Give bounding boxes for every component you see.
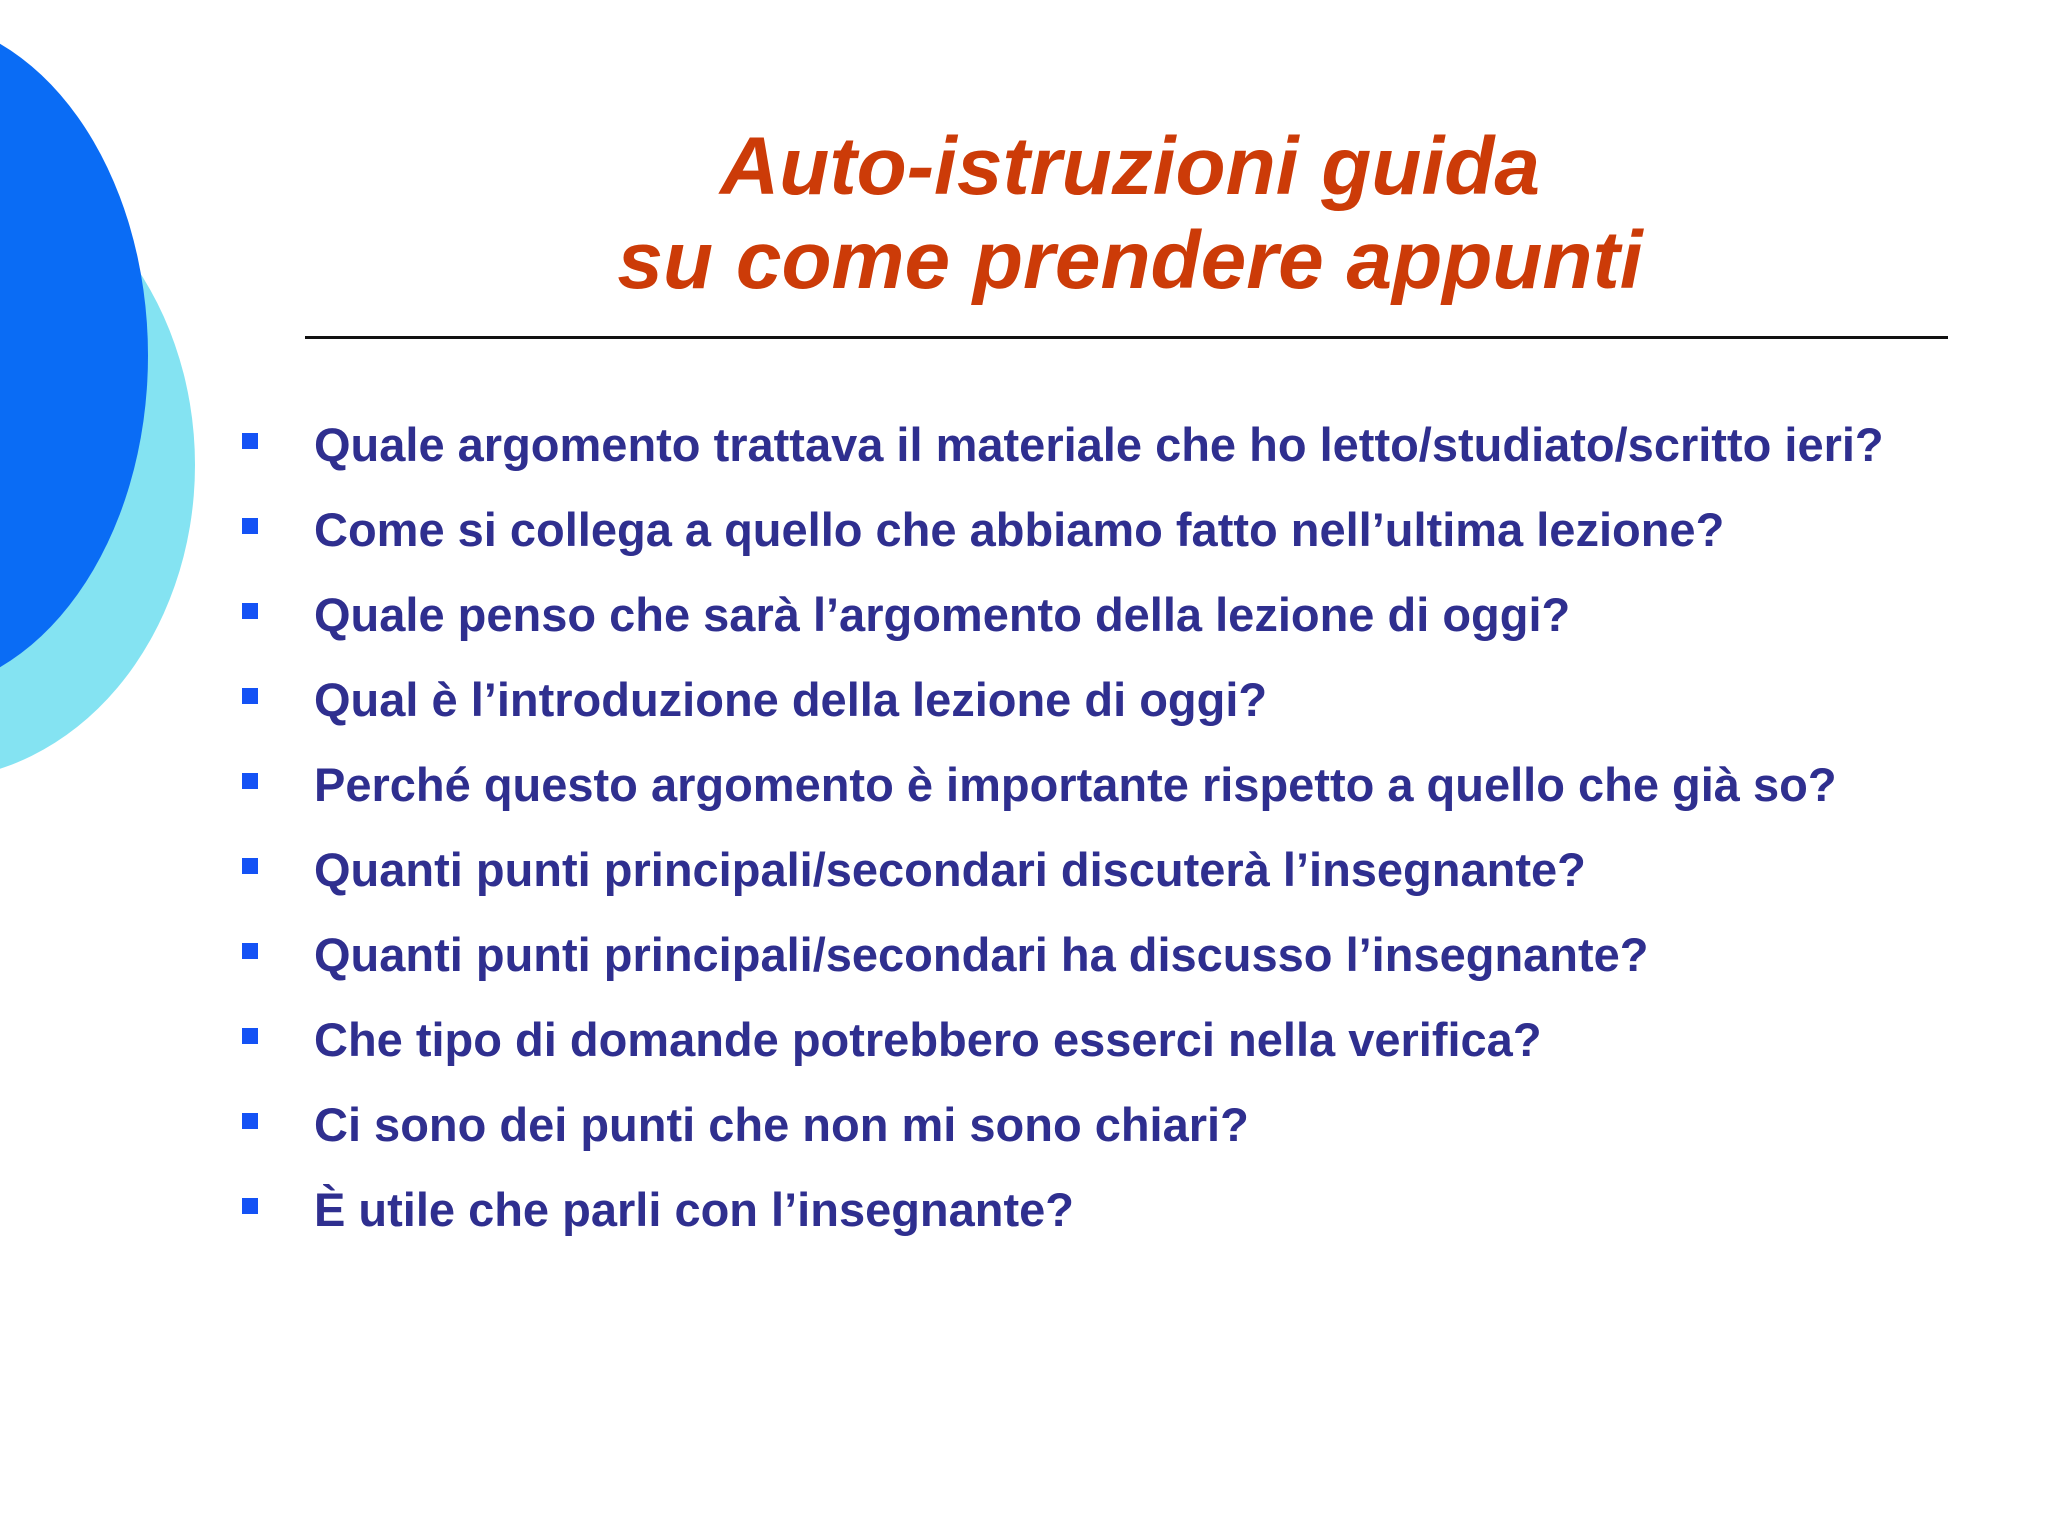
title-divider [305,336,1948,339]
question-item-6 [240,845,1958,894]
question-text: È utile che parli con l’insegnante? [314,1183,1074,1236]
title-line-2: su come prendere appunti [617,215,1643,306]
question-item-9 [240,1100,1958,1149]
square-bullet-icon [242,518,258,534]
square-bullet-icon [242,773,258,789]
question-text: Ci sono dei punti che non mi sono chiari? [314,1098,1249,1151]
square-bullet-icon [242,943,258,959]
question-item-2 [240,505,1958,554]
square-bullet-icon [242,1028,258,1044]
square-bullet-icon [242,603,258,619]
title-line-1: Auto-istruzioni guida [720,121,1540,212]
question-text: Che tipo di domande potrebbero esserci nella verifica? [314,1013,1542,1066]
question-text: Quanti punti principali/secondari ha discusso l’insegnante? [314,928,1649,981]
question-item-10 [240,1185,1958,1234]
square-bullet-icon [242,858,258,874]
square-bullet-icon [242,1198,258,1214]
question-text: Quale argomento trattava il materiale che ho letto/studiato/scritto ieri? [314,418,1884,471]
question-item-1 [240,420,1958,469]
square-bullet-icon [242,688,258,704]
square-bullet-icon [242,433,258,449]
question-item-8 [240,1015,1958,1064]
question-text: Quanti punti principali/secondari discuterà l’insegnante? [314,843,1586,896]
question-text: Quale penso che sarà l’argomento della lezione di oggi? [314,588,1571,641]
square-bullet-icon [242,1113,258,1129]
slide-title [430,120,1830,308]
question-item-3 [240,590,1958,639]
question-list [240,420,1958,1270]
question-item-7 [240,930,1958,979]
question-item-5 [240,760,1958,809]
question-item-4 [240,675,1958,724]
question-text: Perché questo argomento è importante rispetto a quello che già so? [314,758,1837,811]
question-text: Come si collega a quello che abbiamo fatto nell’ultima lezione? [314,503,1725,556]
question-text: Qual è l’introduzione della lezione di oggi? [314,673,1268,726]
